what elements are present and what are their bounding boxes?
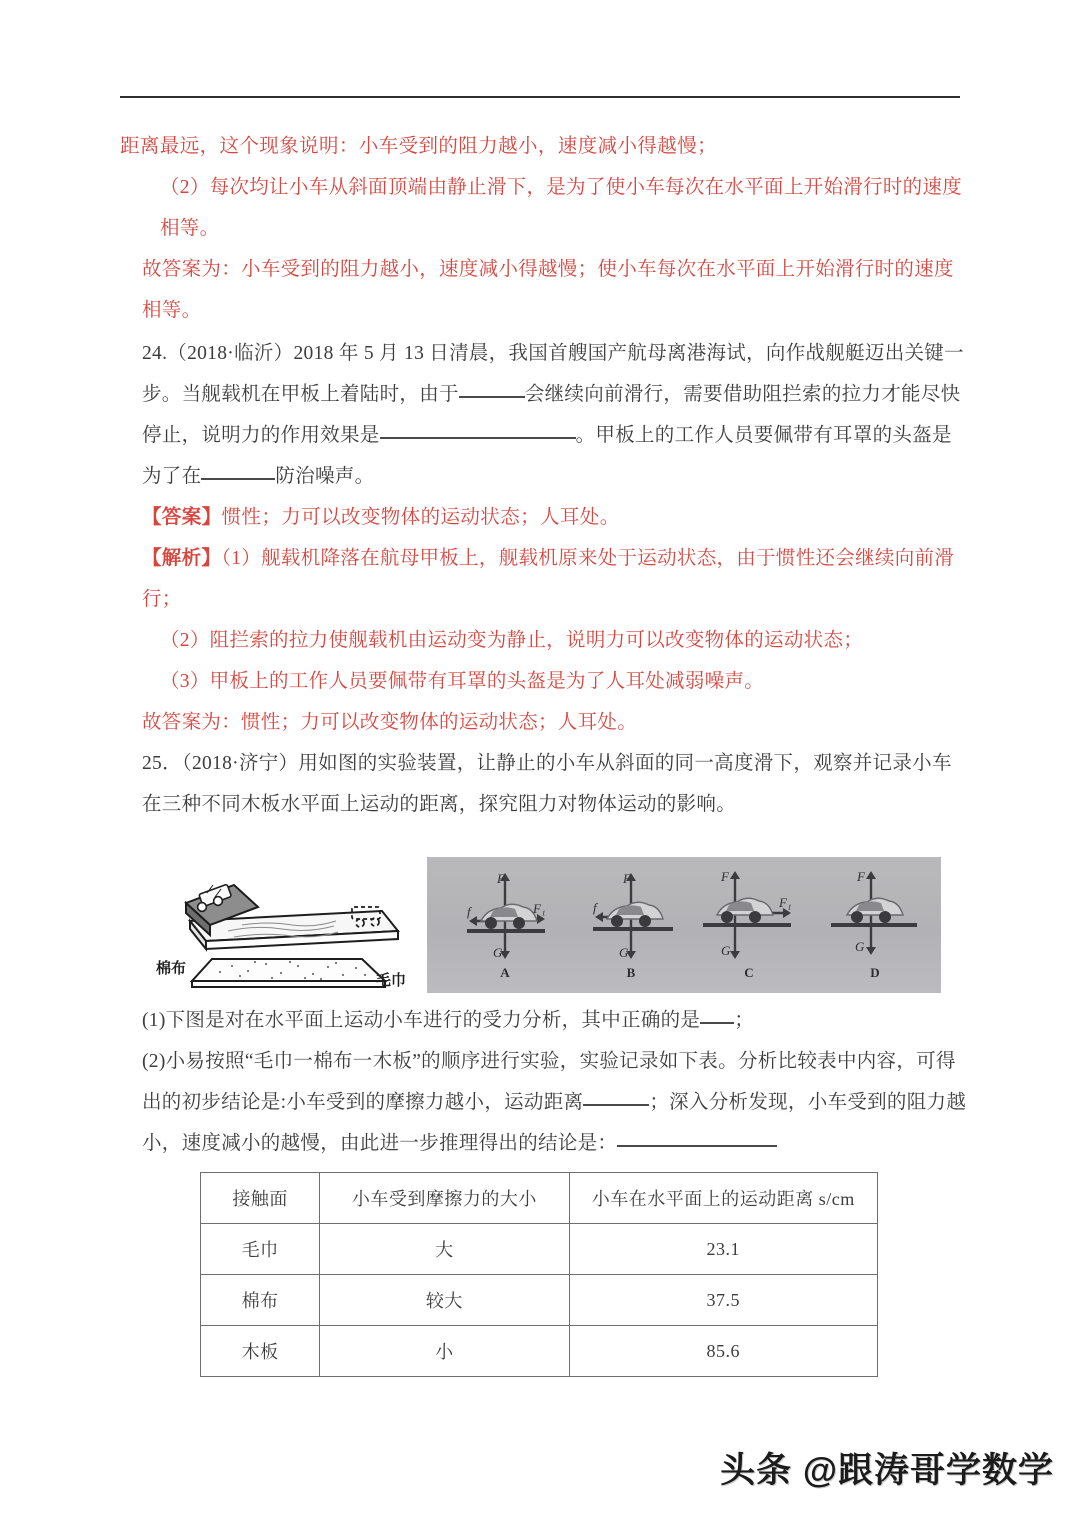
panel-label-a: A: [500, 965, 510, 980]
header-divider: [120, 96, 960, 98]
svg-text:F: F: [497, 871, 505, 886]
cell-distance-cotton: 37.5: [569, 1275, 877, 1326]
q24-answer: [120, 497, 968, 538]
svg-text:G: G: [493, 945, 503, 960]
q24-analysis-1-text: （1）舰载机降落在航母甲板上，舰载机原来处于运动状态，由于惯性还会继续向前滑行；: [142, 548, 955, 610]
q25-blank-3[interactable]: [617, 1145, 777, 1147]
q25-source: （2018·济宁）: [181, 753, 299, 774]
header-friction-magnitude: 小车受到摩擦力的大小: [320, 1173, 569, 1224]
cell-surface-cotton: 棉布: [201, 1275, 320, 1326]
force-analysis-photo: [427, 857, 941, 993]
svg-text:F: F: [721, 869, 729, 884]
q25-number: 25．: [142, 753, 182, 774]
panel-label-b: B: [626, 965, 636, 980]
q25-sub1: [120, 1000, 968, 1041]
q25-sub1-part1: (1)下图是对在水平面上运动小车进行的受力分析，其中正确的是: [142, 1010, 701, 1031]
q24-stem: [120, 333, 968, 497]
q25-stem: [120, 743, 968, 825]
q24-answer-text: 惯性；力可以改变物体的运动状态；人耳处。: [221, 507, 620, 528]
label-cotton: 棉布: [156, 960, 187, 977]
ground-line-a: [467, 929, 545, 933]
q25-blank-1[interactable]: [700, 1022, 734, 1024]
cell-friction-wood: 小: [320, 1326, 569, 1377]
document-body: [120, 126, 968, 825]
svg-text:G: G: [721, 943, 731, 958]
q24-source: （2018·临沂）: [167, 343, 294, 364]
q24-stem-part2: 会继续向前滑行，需要借助阻拦索的拉力才能尽快停止，说明力的作用效果是: [142, 384, 961, 446]
car-glyph-c: [717, 898, 773, 923]
svg-text:G: G: [855, 939, 865, 954]
q25-blank-2[interactable]: [583, 1104, 649, 1106]
cell-friction-cotton: 较大: [320, 1275, 569, 1326]
cell-distance-towel: 23.1: [569, 1224, 877, 1275]
svg-text:f: f: [593, 900, 597, 915]
q25-subquestions: [120, 1000, 968, 1164]
ground-line-b: [593, 927, 673, 931]
cell-friction-towel: 大: [320, 1224, 569, 1275]
watermark: 头条 @跟涛哥学数学: [720, 1451, 1054, 1490]
cell-distance-wood: 85.6: [569, 1326, 877, 1377]
q23-line2: （2）每次均让小车从斜面顶端由静止滑下，是为了使小车每次在水平面上开始滑行时的速度相等。: [160, 177, 963, 239]
panel-label-d: D: [870, 965, 880, 980]
cell-surface-towel: 毛巾: [201, 1224, 320, 1275]
ground-line-c: [703, 923, 791, 927]
force-diagram-a: [445, 861, 565, 981]
q23-line1: 距离最远，这个现象说明：小车受到的阻力越小，速度减小得越慢；: [120, 136, 718, 157]
table-row: [201, 1224, 878, 1275]
svg-text:F: F: [623, 871, 631, 886]
q24-analysis-1: [120, 538, 968, 620]
car-glyph-b: [607, 902, 663, 927]
q24-blank-3[interactable]: [201, 478, 275, 480]
cotton-board: [192, 959, 385, 987]
svg-text:G: G: [619, 945, 629, 960]
force-diagram-c: [691, 861, 811, 981]
q24-stem-part1: 2018 年 5 月 13 日清晨，我国首艘国产航母离港海试，向作战舰艇迈出关键一步。当舰载机在甲板上着陆时，由于: [142, 343, 964, 405]
svg-text:F₁: F₁: [533, 901, 546, 916]
header-contact-surface: 接触面: [201, 1173, 320, 1224]
q24-analysis-2: （2）阻拦索的拉力使舰载机由运动变为静止，说明力可以改变物体的运动状态；: [160, 630, 864, 651]
force-diagram-d: [813, 861, 933, 981]
answer-tag: 【答案】: [142, 507, 222, 528]
figure-row: [120, 857, 968, 993]
q24-final-answer: 故答案为：惯性；力可以改变物体的运动状态；人耳处。: [142, 712, 638, 733]
label-towel: 毛巾: [376, 972, 407, 989]
q25-sub2: [120, 1041, 968, 1164]
q24-stem-part4: 防治噪声。: [275, 466, 375, 487]
table-row: [201, 1326, 878, 1377]
force-diagram-b: [569, 861, 689, 981]
q24-blank-1[interactable]: [459, 396, 525, 398]
q24-stem-part3: 。甲板上的工作人员要佩带有耳罩的头盔是为了在: [142, 425, 952, 487]
header-distance: 小车在水平面上的运动距离 s/cm: [569, 1173, 877, 1224]
experiment-results-table: [200, 1172, 878, 1377]
car-glyph-d: [847, 898, 903, 923]
svg-text:f: f: [467, 904, 471, 919]
q24-blank-2[interactable]: [380, 437, 576, 439]
q24-number: 24.: [142, 343, 168, 364]
q25-stem-text: 用如图的实验装置，让静止的小车从斜面的同一高度滑下，观察并记录小车在三种不同木板水平面上运动的距离，探究阻力对物体运动的影响。: [142, 753, 952, 815]
q25-sub2-part1: (2)小易按照“毛巾一棉布一木板”的顺序进行实验，实验记录如下表。分析比较表中内容，可得出的初步结论是:小车受到的摩擦力越小，运动距离: [142, 1051, 956, 1113]
q25-sub1-part2: ；: [734, 1010, 755, 1031]
ground-line-d: [831, 923, 917, 927]
q24-analysis-3: （3）甲板上的工作人员要佩带有耳罩的头盔是为了人耳处减弱噪声。: [160, 671, 765, 692]
svg-text:F₁: F₁: [779, 895, 792, 910]
cell-surface-wood: 木板: [201, 1326, 320, 1377]
q23-line3: 故答案为：小车受到的阻力越小，速度减小得越慢；使小车每次在水平面上开始滑行时的速度相等。: [142, 259, 954, 321]
car-glyph-a: [481, 904, 537, 929]
svg-text:F: F: [857, 869, 865, 884]
incline-experiment-diagram: [150, 863, 415, 989]
analysis-tag: 【解析】: [142, 548, 222, 569]
table-header-row: [201, 1173, 878, 1224]
q25-sub2-part2: ；深入分析发现，小车受到的阻力越小，速度减小的越慢，由此进一步推理得出的结论是：: [142, 1092, 967, 1154]
panel-label-c: C: [744, 965, 754, 980]
table-row: [201, 1275, 878, 1326]
